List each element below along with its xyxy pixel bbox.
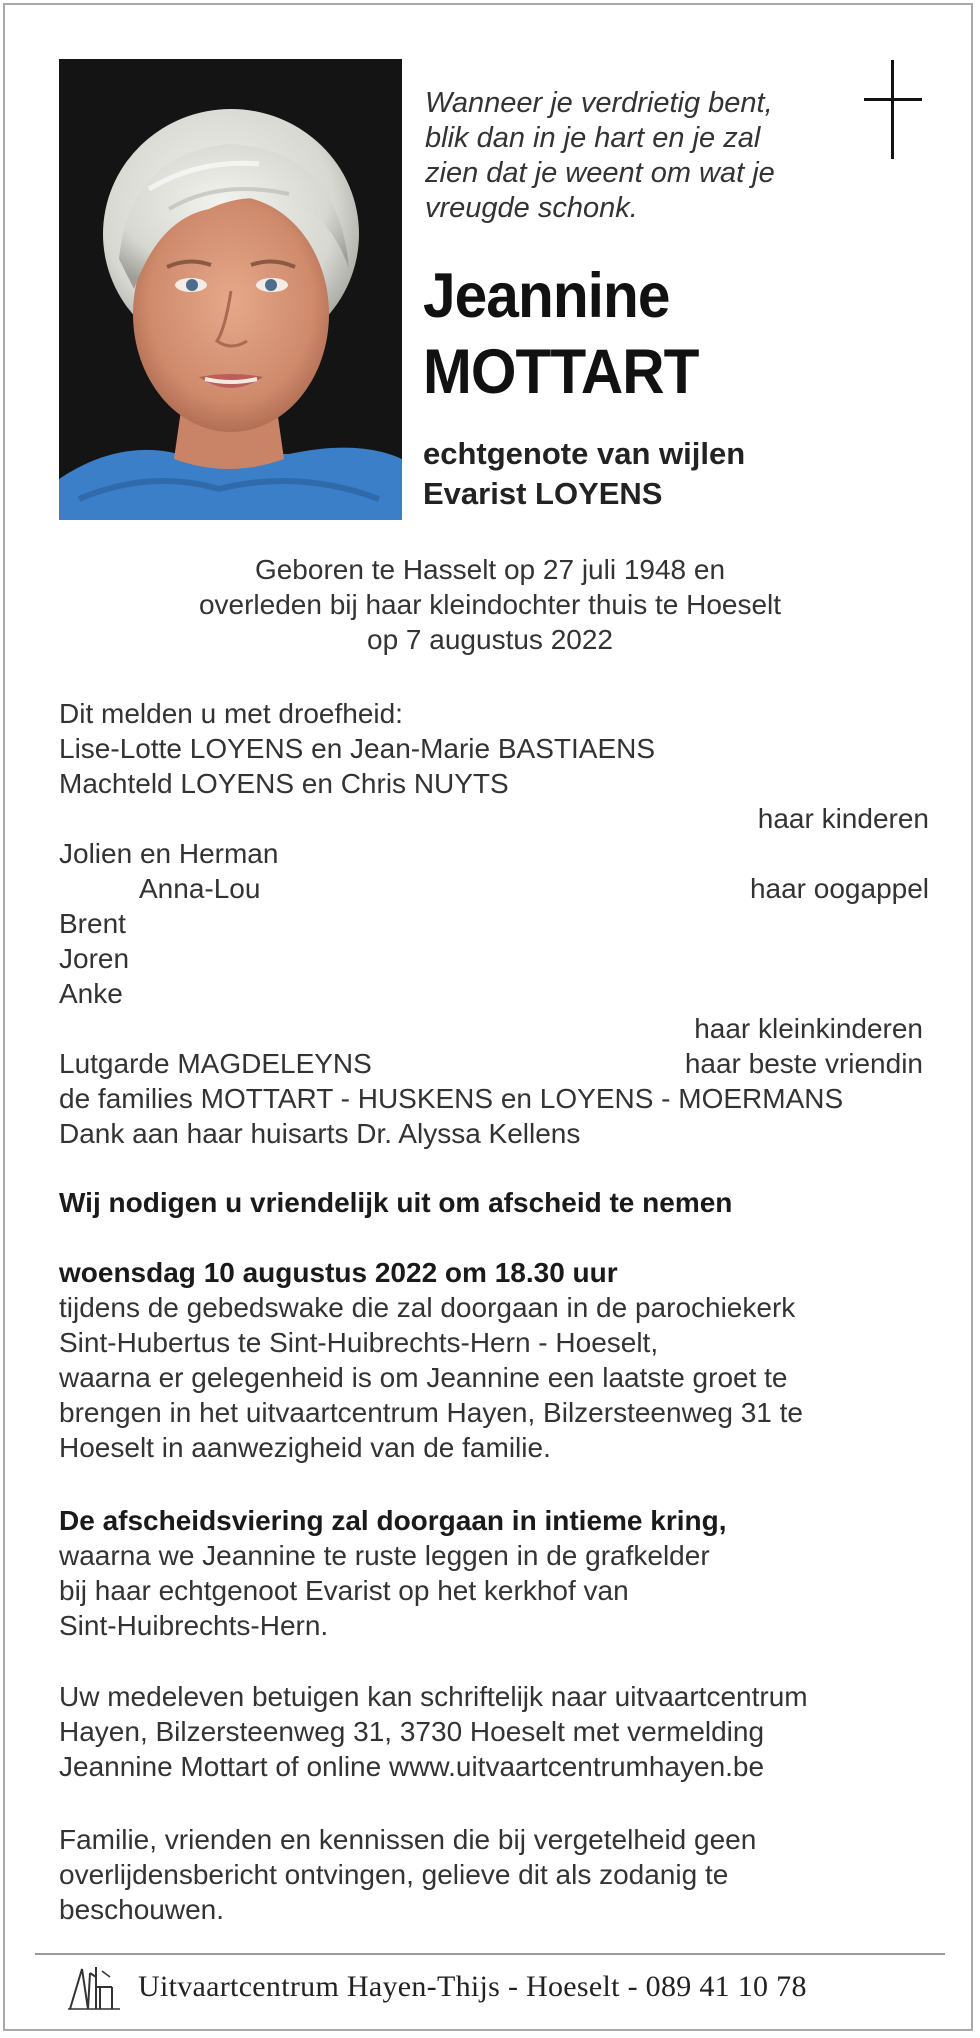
deceased-name xyxy=(423,258,888,410)
verse-line: zien dat je weent om wat je xyxy=(425,157,775,189)
portrait-photo xyxy=(59,59,402,520)
families-line: de families MOTTART - HUSKENS en LOYENS - MOERMANS xyxy=(59,1083,844,1114)
notice-line: Familie, vrienden en kennissen die bij vergetelheid geen xyxy=(59,1824,757,1855)
family-member: Lise-Lotte LOYENS en Jean-Marie BASTIAENS xyxy=(59,733,656,764)
relation-label: haar kleinkinderen xyxy=(694,1013,923,1044)
spouse-line: Evarist LOYENS xyxy=(423,476,663,511)
funeral-home-contact: Uitvaartcentrum Hayen-Thijs - Hoeselt - 089 41 10 78 xyxy=(138,1970,807,2003)
verse-line: blik dan in je hart en je zal xyxy=(425,122,761,154)
relation-label: haar kinderen xyxy=(757,803,929,834)
notice-line: beschouwen. xyxy=(59,1894,225,1925)
family-member: Jolien en Herman xyxy=(59,838,279,869)
relation-label: haar oogappel xyxy=(749,873,929,904)
verse-line: Wanneer je verdrietig bent, xyxy=(425,87,773,119)
birth-line: Geboren te Hasselt op 27 juli 1948 en xyxy=(254,554,726,585)
verse-line: vreugde schonk. xyxy=(425,192,638,224)
thanks-line: Dank aan haar huisarts Dr. Alyssa Kellens xyxy=(59,1118,581,1149)
condolences-info xyxy=(59,1679,929,1784)
notice-line: overlijdensbericht ontvingen, gelieve dit als zodanig te xyxy=(59,1859,729,1890)
family-member: Anna-Lou xyxy=(139,873,261,904)
invitation-heading: Wij nodigen u vriendelijk uit om afscheid te nemen xyxy=(59,1187,733,1218)
wake-date: woensdag 10 augustus 2022 om 18.30 uur xyxy=(59,1257,618,1288)
memorial-verse xyxy=(425,86,845,226)
wake-info xyxy=(59,1255,929,1465)
first-name: Jeannine xyxy=(423,261,670,331)
ceremony-line: Sint-Huibrechts-Hern. xyxy=(59,1610,329,1641)
family-member: Joren xyxy=(59,943,130,974)
invitation xyxy=(59,1185,929,1220)
spouse-line: echtgenote van wijlen xyxy=(423,436,746,471)
condolences-line: Uw medeleven betuigen kan schriftelijk naar uitvaartcentrum xyxy=(59,1681,808,1712)
family-list xyxy=(59,696,929,1151)
birth-death-info xyxy=(0,552,980,657)
ceremony-heading: De afscheidsviering zal doorgaan in intieme kring, xyxy=(59,1505,727,1536)
birth-line: overleden bij haar kleindochter thuis te Hoeselt xyxy=(198,589,782,620)
family-member: Anke xyxy=(59,978,123,1009)
cross-icon xyxy=(864,60,922,165)
wake-line: tijdens de gebedswake die zal doorgaan in de parochiekerk xyxy=(59,1292,796,1323)
wake-line: Hoeselt in aanwezigheid van de familie. xyxy=(59,1432,551,1463)
last-name: MOTTART xyxy=(423,337,699,407)
condolences-line: Hayen, Bilzersteenweg 31, 3730 Hoeselt met vermelding xyxy=(59,1716,765,1747)
funeral-home-logo-icon xyxy=(66,1963,122,2018)
wake-line: brengen in het uitvaartcentrum Hayen, Bilzersteenweg 31 te xyxy=(59,1397,803,1428)
family-member: Brent xyxy=(59,908,126,939)
family-intro: Dit melden u met droefheid: xyxy=(59,698,403,729)
condolences-line: Jeannine Mottart of online www.uitvaartcentrumhayen.be xyxy=(59,1751,765,1782)
ceremony-line: waarna we Jeannine te ruste leggen in de grafkelder xyxy=(59,1540,710,1571)
spouse-info xyxy=(423,434,903,514)
relation-label: haar beste vriendin xyxy=(684,1048,923,1079)
family-member: Machteld LOYENS en Chris NUYTS xyxy=(59,768,509,799)
wake-line: waarna er gelegenheid is om Jeannine een laatste groet te xyxy=(59,1362,788,1393)
birth-line: op 7 augustus 2022 xyxy=(367,624,613,655)
ceremony-line: bij haar echtgenoot Evarist op het kerkhof van xyxy=(59,1575,629,1606)
ceremony-info xyxy=(59,1503,929,1643)
family-member: Lutgarde MAGDELEYNS xyxy=(59,1048,372,1079)
wake-line: Sint-Hubertus te Sint-Huibrechts-Hern - Hoeselt, xyxy=(59,1327,659,1358)
footer-divider xyxy=(35,1953,945,1955)
notice-info xyxy=(59,1822,929,1927)
